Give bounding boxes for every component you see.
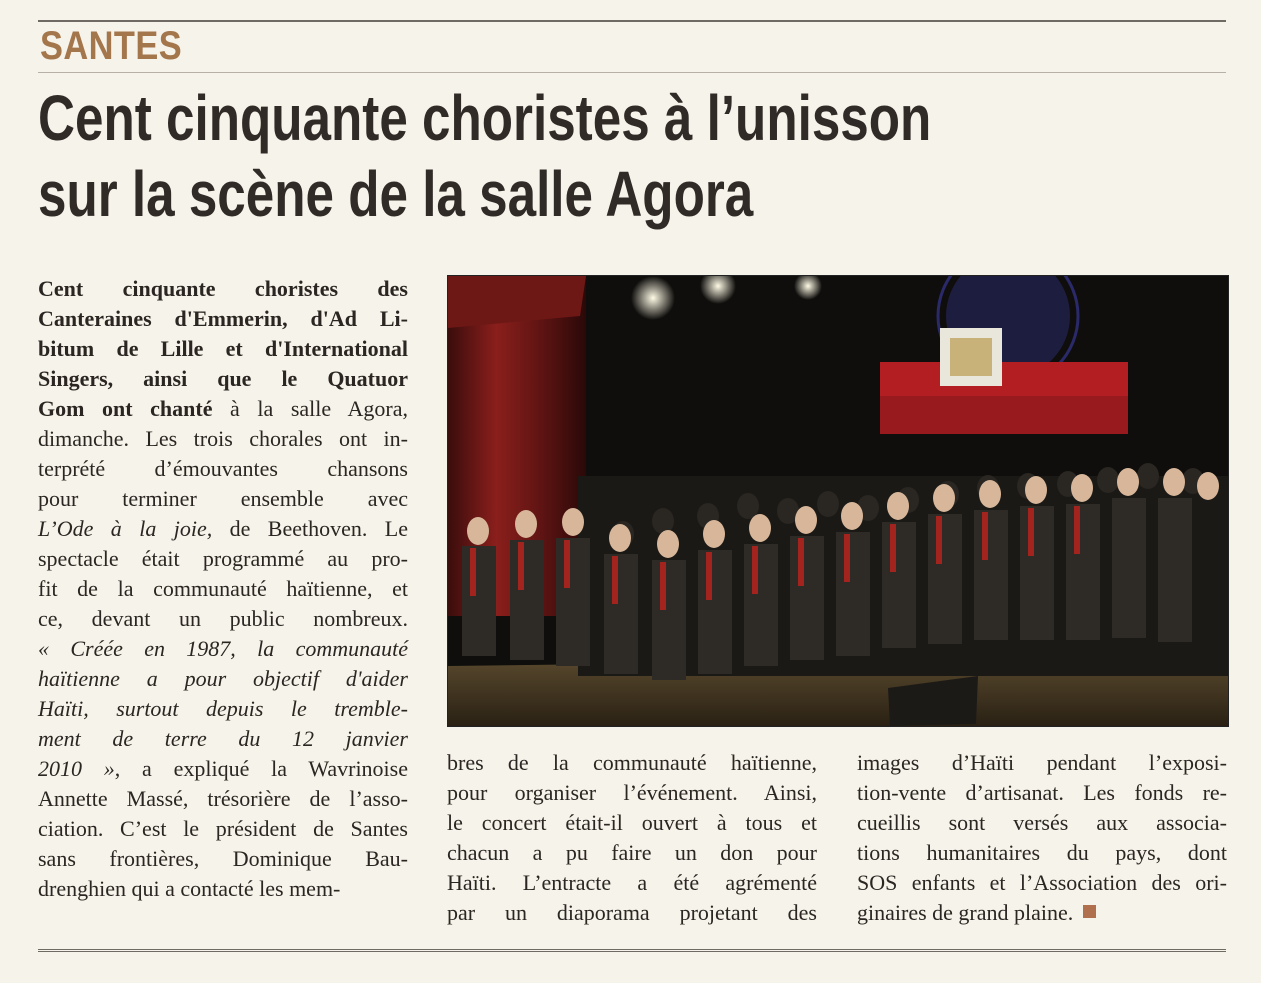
quote-line: ment de terre du 12 janvier <box>38 726 408 751</box>
text-line <box>38 394 408 424</box>
text-line: chacun a pu faire un don pour <box>447 840 817 865</box>
lead-line: Singers, ainsi que le Quatuor <box>38 366 408 391</box>
text-line: ciation. C’est le président de Santes <box>38 816 408 841</box>
text-line: cueillis sont versés aux associa- <box>857 810 1227 835</box>
article-column-1 <box>38 274 408 904</box>
lead-line: bitum de Lille et d'International <box>38 336 408 361</box>
text-fragment: ginaires de grand plaine. <box>857 900 1074 925</box>
text-line: terprété d’émouvantes chansons <box>38 456 408 481</box>
quote-line: haïtienne a pour objectif d'aider <box>38 666 408 691</box>
text-line: images d’Haïti pendant l’exposi- <box>857 750 1227 775</box>
top-rule <box>38 20 1226 22</box>
text-line <box>38 754 408 784</box>
text-line: par un diaporama projetant des <box>447 900 817 925</box>
text-fragment: , a expliqué la Wavrinoise <box>114 756 408 781</box>
lead-line: Cent cinquante choristes des <box>38 276 408 301</box>
lead-fragment: Gom ont chanté <box>38 396 213 421</box>
text-line: drenghien qui a contacté les mem- <box>38 876 341 901</box>
text-line: fit de la communauté haïtienne, et <box>38 576 408 601</box>
quote-line: Haïti, surtout depuis le tremble- <box>38 696 408 721</box>
header-rule <box>38 72 1226 73</box>
text-line: le concert était-il ouvert à tous et <box>447 810 817 835</box>
lead-line: Canteraines d'Emmerin, d'Ad Li- <box>38 306 408 331</box>
text-line: pour organiser l’événement. Ainsi, <box>447 780 817 805</box>
text-line: SOS enfants et l’Association des ori- <box>857 870 1227 895</box>
end-of-article-square-icon <box>1083 905 1096 918</box>
text-line: dimanche. Les trois chorales ont in- <box>38 426 408 451</box>
text-fragment: à la salle Agora, <box>212 396 408 421</box>
text-fragment: de Beethoven. Le <box>212 516 408 541</box>
headline <box>38 80 1022 232</box>
text-line: spectacle était programmé au pro- <box>38 546 408 571</box>
quote-fragment: 2010 » <box>38 756 115 781</box>
headline-line-2: sur la scène de la salle Agora <box>38 158 754 230</box>
text-line: tions humanitaires du pays, dont <box>857 840 1227 865</box>
text-line: sans frontières, Dominique Bau- <box>38 846 408 871</box>
article-column-2 <box>447 748 817 928</box>
text-line: bres de la communauté haïtienne, <box>447 750 817 775</box>
text-line: Haïti. L’entracte a été agrémenté <box>447 870 817 895</box>
headline-line-1: Cent cinquante choristes à l’unisson <box>38 82 932 154</box>
choir-photo <box>447 275 1229 727</box>
bottom-rule <box>38 949 1226 952</box>
text-line: Annette Massé, trésorière de l’asso- <box>38 786 408 811</box>
article-column-3 <box>857 748 1227 928</box>
song-title: L’Ode à la joie, <box>38 516 213 541</box>
text-line: pour terminer ensemble avec <box>38 486 408 511</box>
section-label: SANTES <box>40 24 183 68</box>
text-line: ce, devant un public nombreux. <box>38 606 408 631</box>
text-line: tion-vente d’artisanat. Les fonds re- <box>857 780 1227 805</box>
quote-line: « Créée en 1987, la communauté <box>38 636 408 661</box>
text-line <box>857 898 1227 928</box>
text-line <box>38 514 408 544</box>
